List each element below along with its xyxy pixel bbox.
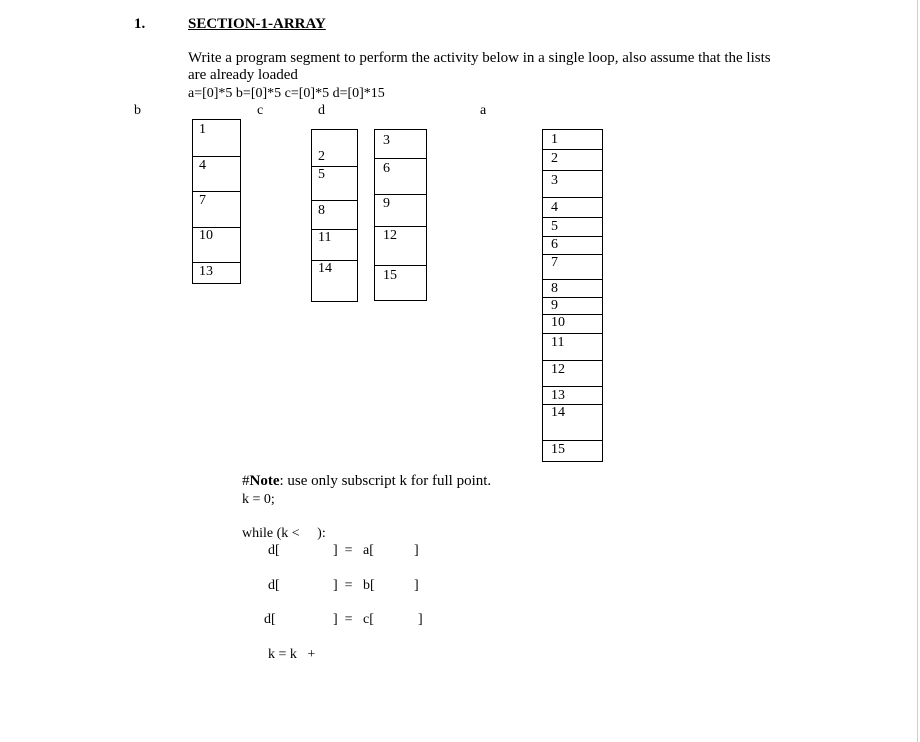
instruction-line-2: are already loaded bbox=[188, 67, 298, 83]
array-b-cell: 4 bbox=[193, 156, 240, 191]
array-a-cell: 14 bbox=[543, 404, 602, 440]
array-b-cell: 7 bbox=[193, 191, 240, 227]
array-a-cell: 10 bbox=[543, 314, 602, 333]
label-b: b bbox=[134, 103, 141, 118]
code-line2-left: d[ bbox=[268, 578, 280, 593]
array-a-cell: 9 bbox=[543, 297, 602, 314]
note-prefix: # bbox=[242, 473, 250, 489]
array-c-box bbox=[311, 129, 358, 302]
note-rest: : use only subscript k for full point. bbox=[279, 473, 492, 489]
array-d-cell: 9 bbox=[375, 194, 426, 226]
array-b-box bbox=[192, 119, 241, 284]
array-a-cell: 15 bbox=[543, 440, 602, 462]
section-title: SECTION-1-ARRAY bbox=[188, 16, 326, 32]
code-increment: k = k + bbox=[268, 647, 316, 662]
question-number: 1. bbox=[134, 16, 146, 32]
array-a-box bbox=[542, 129, 603, 462]
array-d-cell: 6 bbox=[375, 158, 426, 194]
array-d-cell: 3 bbox=[383, 133, 390, 148]
label-d: d bbox=[318, 103, 325, 118]
array-a-cell: 7 bbox=[543, 254, 602, 279]
code-while: while (k < ): bbox=[242, 526, 326, 541]
array-a-cell: 2 bbox=[543, 149, 602, 170]
array-a-cell: 13 bbox=[543, 386, 602, 404]
code-line1-mid: ] = a[ bbox=[333, 543, 374, 558]
array-d-cell: 15 bbox=[375, 265, 426, 301]
array-c-cell: 14 bbox=[312, 260, 357, 302]
code-line2-close: ] bbox=[414, 578, 419, 593]
instruction-line-1: Write a program segment to perform the activity below in a single loop, also assume that the lists bbox=[188, 50, 771, 66]
array-d-cell: 12 bbox=[375, 226, 426, 265]
note-line bbox=[242, 473, 491, 490]
code-line1-close: ] bbox=[414, 543, 419, 558]
note-bold: Note bbox=[249, 473, 280, 489]
array-c-cell: 2 bbox=[318, 149, 325, 164]
page-edge bbox=[917, 0, 918, 742]
code-line1-left: d[ bbox=[268, 543, 280, 558]
array-a-cell: 11 bbox=[543, 333, 602, 360]
array-a-cell: 1 bbox=[551, 132, 558, 147]
array-a-cell: 4 bbox=[543, 197, 602, 217]
array-c-cell: 5 bbox=[312, 166, 357, 200]
array-a-cell: 12 bbox=[543, 360, 602, 386]
label-c: c bbox=[257, 103, 264, 118]
array-b-cell: 13 bbox=[193, 262, 240, 284]
array-a-cell: 6 bbox=[543, 236, 602, 254]
array-a-cell: 8 bbox=[543, 279, 602, 297]
code-line3-mid: ] = c[ bbox=[333, 612, 374, 627]
code-line2-mid: ] = b[ bbox=[333, 578, 375, 593]
code-line3-left: d[ bbox=[264, 612, 276, 627]
array-c-cell: 8 bbox=[312, 200, 357, 229]
array-a-cell: 3 bbox=[543, 170, 602, 197]
array-d-box bbox=[374, 129, 427, 301]
array-b-cell: 10 bbox=[193, 227, 240, 262]
label-a: a bbox=[480, 103, 487, 118]
code-line3-close: ] bbox=[418, 612, 423, 627]
array-c-cell: 11 bbox=[312, 229, 357, 260]
code-init: k = 0; bbox=[242, 492, 275, 507]
array-b-cell: 1 bbox=[199, 122, 206, 137]
array-a-cell: 5 bbox=[543, 217, 602, 236]
array-declarations: a=[0]*5 b=[0]*5 c=[0]*5 d=[0]*15 bbox=[188, 86, 385, 101]
